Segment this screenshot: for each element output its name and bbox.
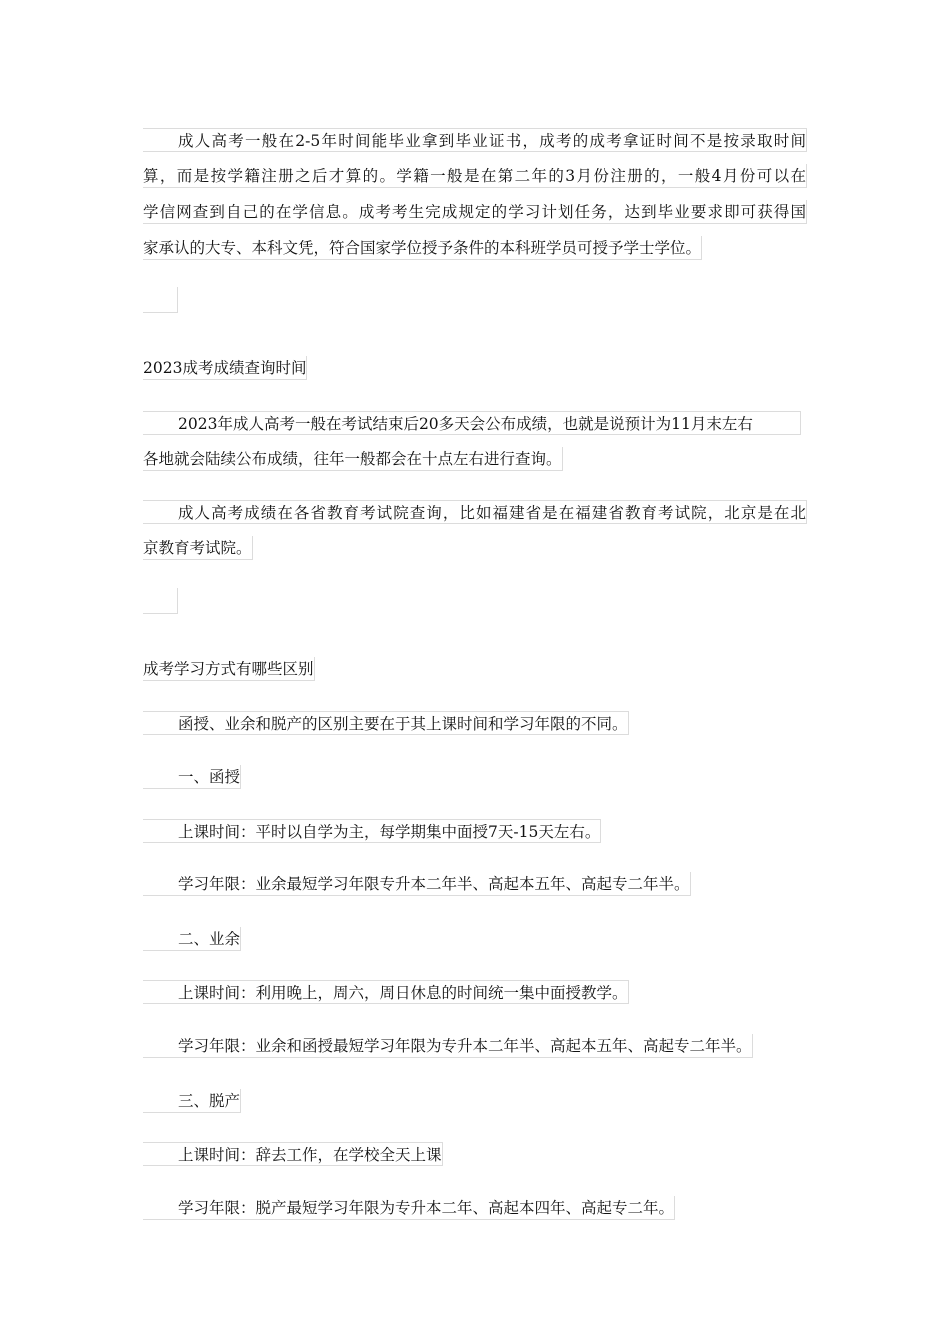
mode-full-time-study-years: 学习年限：脱产最短学习年限为专升本二年、高起本四年、高起专二年。 bbox=[143, 1196, 675, 1220]
paragraph-1-line-4: 家承认的大专、本科文凭，符合国家学位授予条件的本科班学员可授予学士学位。 bbox=[143, 236, 702, 260]
section-heading-score-query: 2023成考成绩查询时间 bbox=[143, 356, 307, 380]
paragraph-1-line-1: 成人高考一般在2-5年时间能毕业拿到毕业证书，成考的成考拿证时间不是按录取时间 bbox=[143, 128, 807, 152]
paragraph-1-line-2: 算，而是按学籍注册之后才算的。学籍一般是在第二年的3月份注册的，一般4月份可以在 bbox=[143, 164, 807, 188]
mode-correspondence-study-years: 学习年限：业余最短学习年限专升本二年半、高起本五年、高起专二年半。 bbox=[143, 872, 691, 896]
study-modes-intro: 函授、业余和脱产的区别主要在于其上课时间和学习年限的不同。 bbox=[143, 711, 629, 735]
paragraph-3-line-1: 成人高考成绩在各省教育考试院查询，比如福建省是在福建省教育考试院，北京是在北 bbox=[143, 500, 807, 524]
mode-part-time-study-years: 学习年限：业余和函授最短学习年限为专升本二年半、高起本五年、高起专二年半。 bbox=[143, 1034, 753, 1058]
mode-correspondence-class-time: 上课时间：平时以自学为主，每学期集中面授7天-15天左右。 bbox=[143, 819, 601, 843]
empty-paragraph-1 bbox=[143, 287, 178, 313]
paragraph-2-line-2: 各地就会陆续公布成绩，往年一般都会在十点左右进行查询。 bbox=[143, 447, 563, 471]
mode-part-time-class-time: 上课时间：利用晚上，周六，周日休息的时间统一集中面授教学。 bbox=[143, 980, 629, 1004]
paragraph-2-line-1: 2023年成人高考一般在考试结束后20多天会公布成绩，也就是说预计为11月末左右 bbox=[143, 411, 801, 435]
mode-title-correspondence: 一、函授 bbox=[143, 765, 241, 789]
paragraph-1-line-3: 学信网查到自己的在学信息。成考考生完成规定的学习计划任务，达到毕业要求即可获得国 bbox=[143, 200, 807, 224]
mode-title-full-time: 三、脱产 bbox=[143, 1089, 241, 1113]
empty-paragraph-2 bbox=[143, 588, 178, 614]
section-heading-study-modes: 成考学习方式有哪些区别 bbox=[143, 657, 315, 681]
mode-title-part-time: 二、业余 bbox=[143, 927, 241, 951]
mode-full-time-class-time: 上课时间：辞去工作，在学校全天上课 bbox=[143, 1142, 443, 1166]
paragraph-3-line-2: 京教育考试院。 bbox=[143, 536, 253, 560]
